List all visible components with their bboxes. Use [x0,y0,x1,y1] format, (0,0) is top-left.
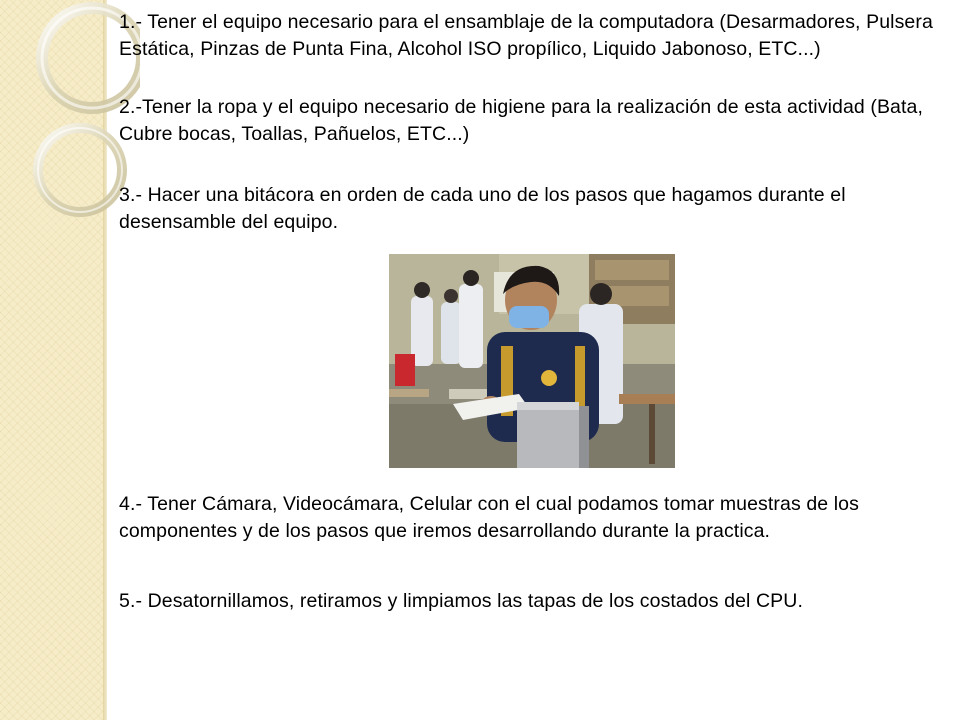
step-3-text: 3.- Hacer una bitácora en orden de cada uno de los pasos que hagamos durante el desensamble del equipo. [119,184,846,233]
classroom-photo [389,254,675,468]
step-1-text: 1.- Tener el equipo necesario para el ensamblaje de la computadora (Desarmadores, Pulsera Estática, Pinzas de Punta Fina, Alcohol ISO propílico, Liquido Jabonoso, ETC...) [119,11,933,60]
step-4-text: 4.- Tener Cámara, Videocámara, Celular con el cual podamos tomar muestras de los componentes y de los pasos que iremos desarrollando durante la practica. [119,493,859,542]
step-5-text: 5.- Desatornillamos, retiramos y limpiamos las tapas de los costados del CPU. [119,590,803,612]
step-2-text: 2.-Tener la ropa y el equipo necesario de higiene para la realización de esta actividad (Bata, Cubre bocas, Toallas, Pañuelos, ETC...) [119,96,923,145]
